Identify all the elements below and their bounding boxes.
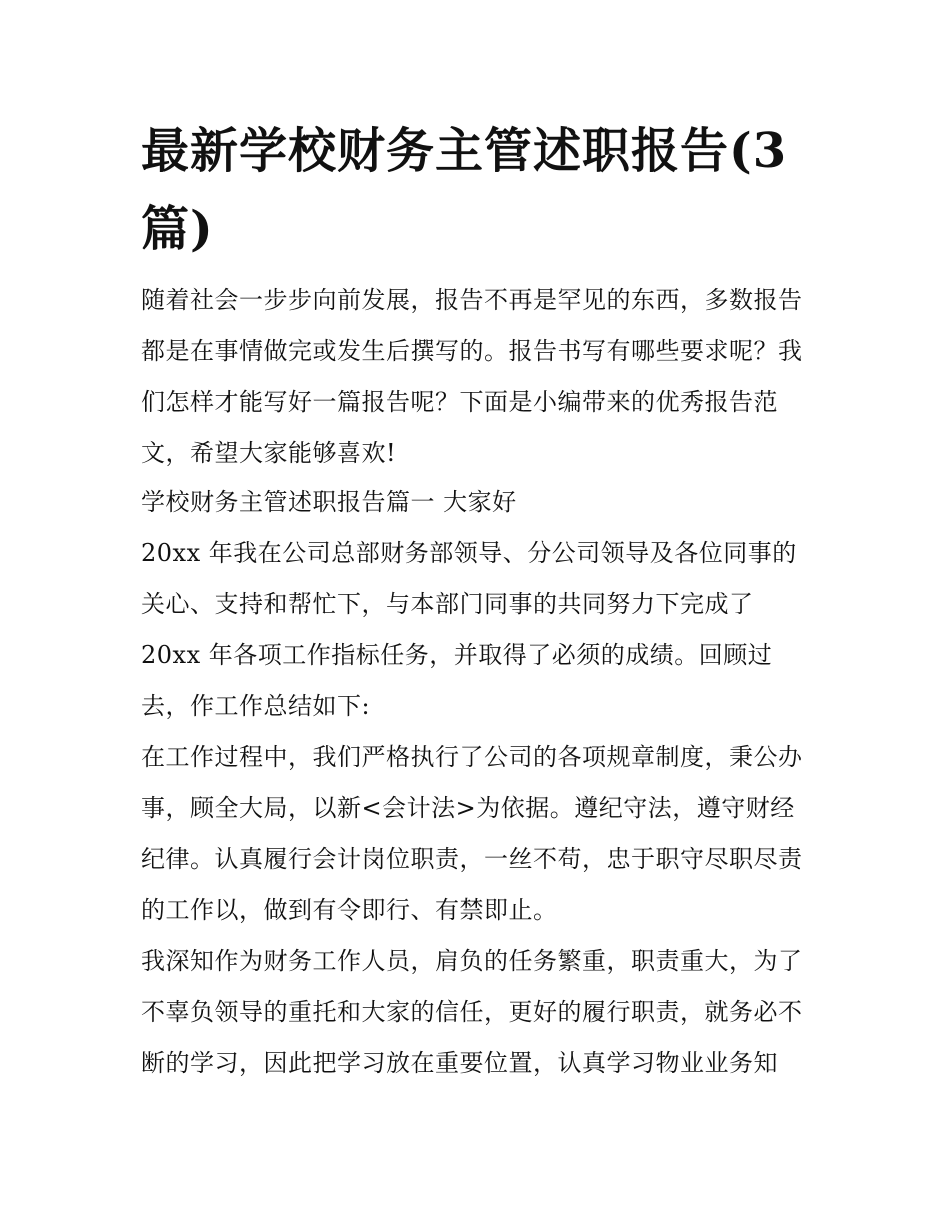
body-line-14: 我深知作为财务工作人员，肩负的任务繁重，职责重大，为了 [141, 947, 803, 975]
body-line-15: 不辜负领导的重托和大家的信任，更好的履行职责，就务必不 [141, 998, 803, 1026]
body-line-9: 去，作工作总结如下: [141, 692, 371, 720]
body-line-8: 20xx 年各项工作指标任务，并取得了必须的成绩。回顾过 [141, 641, 773, 669]
body-line-16: 断的学习，因此把学习放在重要位置，认真学习物业业务知 [141, 1049, 778, 1077]
body-line-6: 20xx 年我在公司总部财务部领导、分公司领导及各位同事的 [141, 539, 797, 567]
body-line-12: 纪律。认真履行会计岗位职责，一丝不苟，忠于职守尽职尽责 [141, 845, 803, 873]
body-line-2: 都是在事情做完或发生后撰写的。报告书写有哪些要求呢？我 [141, 337, 803, 365]
title-line-1: 最新学校财务主管述职报告(3 [141, 123, 788, 179]
body-line-4: 文，希望大家能够喜欢! [141, 439, 397, 467]
document-title [141, 112, 821, 268]
title-line-2: 篇) [141, 201, 214, 257]
body-line-1: 随着社会一步步向前发展，报告不再是罕见的东西，多数报告 [141, 286, 803, 314]
body-line-13: 的工作以，做到有令即行、有禁即止。 [141, 896, 558, 924]
body-line-3: 们怎样才能写好一篇报告呢？下面是小编带来的优秀报告范 [141, 388, 778, 416]
section-heading: 学校财务主管述职报告篇一 大家好 [141, 488, 517, 516]
body-line-10: 在工作过程中，我们严格执行了公司的各项规章制度，秉公办 [141, 743, 803, 771]
body-line-7: 关心、支持和帮忙下，与本部门同事的共同努力下完成了 [141, 590, 754, 618]
body-line-11: 事，顾全大局，以新<会计法>为依据。遵纪守法，遵守财经 [141, 794, 795, 822]
